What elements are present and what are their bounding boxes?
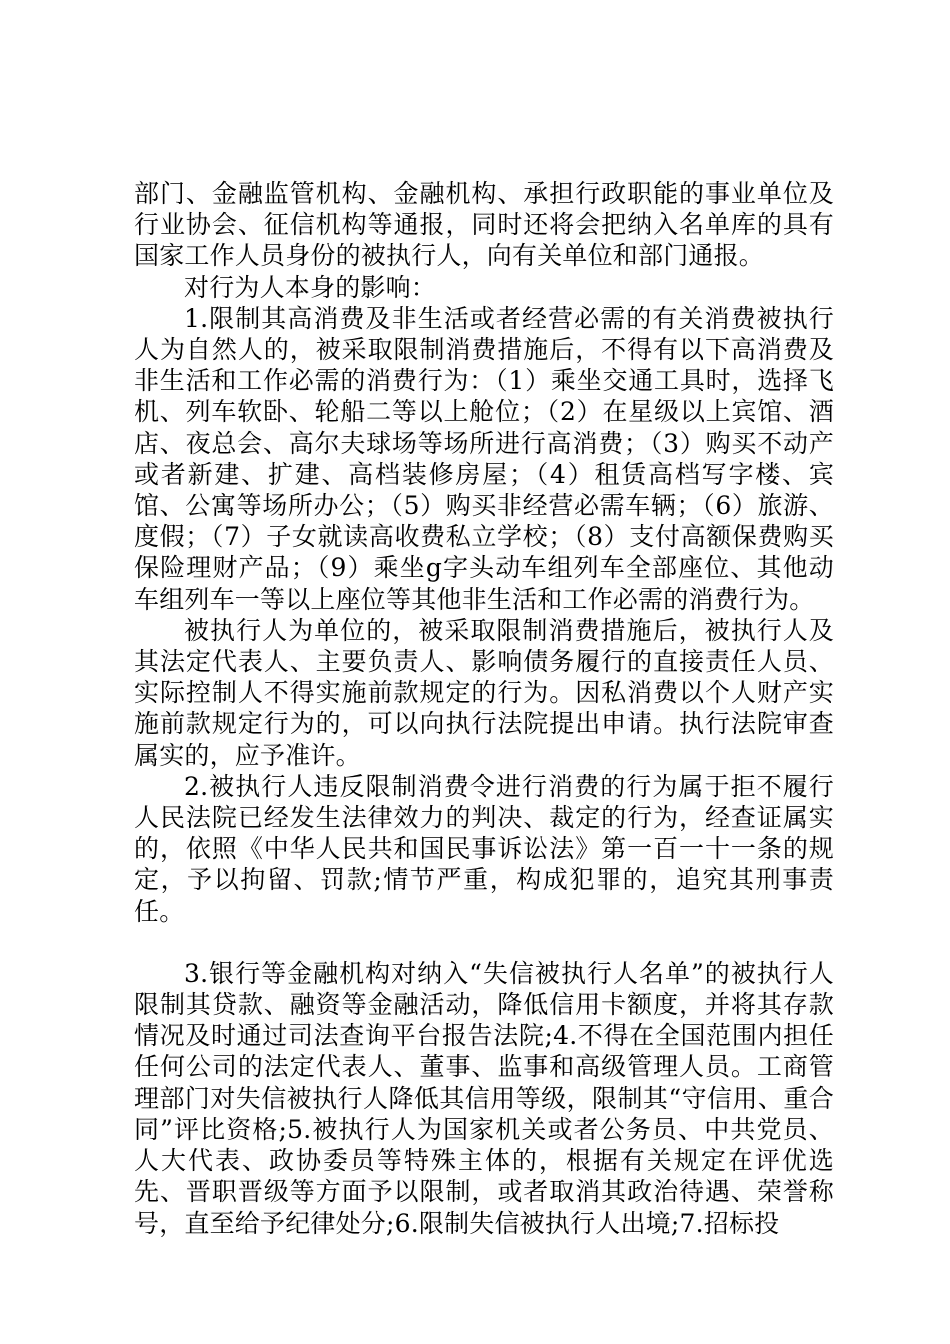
paragraph-consumption-restriction: 1.限制其高消费及非生活或者经营必需的有关消费被执行人为自然人的，被采取限制消费措施后，不得有以下高消费及非生活和工作必需的消费行为：（1）乘坐交通工具时，选择飞机、列车软卧、轮船二等以上舱位；（2）在星级以上宾馆、酒店、夜总会、高尔夫球场等场所进行高消费；（3）购买不动产或者新建、扩建、高档装修房屋；（4）租赁高档写字楼、宾馆、公寓等场所办公；（5）购买非经营必需车辆；（6）旅游、度假；（7）子女就读高收费私立学校；（8）支付高额保费购买保险理财产品；（9）乘坐g字头动车组列车全部座位、其他动车组列车一等以上座位等其他非生活和工作必需的消费行为。: [134, 303, 834, 614]
paragraph-heading-impact: 对行为人本身的影响：: [184, 272, 437, 302]
paragraph-financial-restrictions: 3.银行等金融机构对纳入“失信被执行人名单”的被执行人限制其贷款、融资等金融活动，降低信用卡额度，并将其存款情况及时通过司法查询平台报告法院;4.不得在全国范围内担任任何公司的法定代表人、董事、监事和高级管理人员。工商管理部门对失信被执行人降低其信用等级，限制其“守信用、重合同”评比资格;5.被执行人为国家机关或者公务员、中共党员、人大代表、政协委员等特殊主体的，根据有关规定在评优选先、晋职晋级等方面予以限制，或者取消其政治待遇、荣誉称号，直至给予纪律处分;6.限制失信被执行人出境;7.招标投: [134, 958, 834, 1238]
paragraph-reporting-continuation: 部门、金融监管机构、金融机构、承担行政职能的事业单位及行业协会、征信机构等通报，同时还将会把纳入名单库的具有国家工作人员身份的被执行人，向有关单位和部门通报。: [134, 179, 834, 271]
document-body: [134, 178, 834, 1239]
paragraph-violation-penalty: 2.被执行人违反限制消费令进行消费的行为属于拒不履行人民法院已经发生法律效力的判决、裁定的行为，经查证属实的，依照《中华人民共和国民事诉讼法》第一百一十一条的规定，予以拘留、罚款;情节严重，构成犯罪的，追究其刑事责任。: [134, 771, 834, 926]
paragraph-unit-restriction: 被执行人为单位的，被采取限制消费措施后，被执行人及其法定代表人、主要负责人、影响债务履行的直接责任人员、实际控制人不得实施前款规定的行为。因私消费以个人财产实施前款规定行为的，可以向执行法院提出申请。执行法院审查属实的，应予准许。: [134, 615, 834, 770]
